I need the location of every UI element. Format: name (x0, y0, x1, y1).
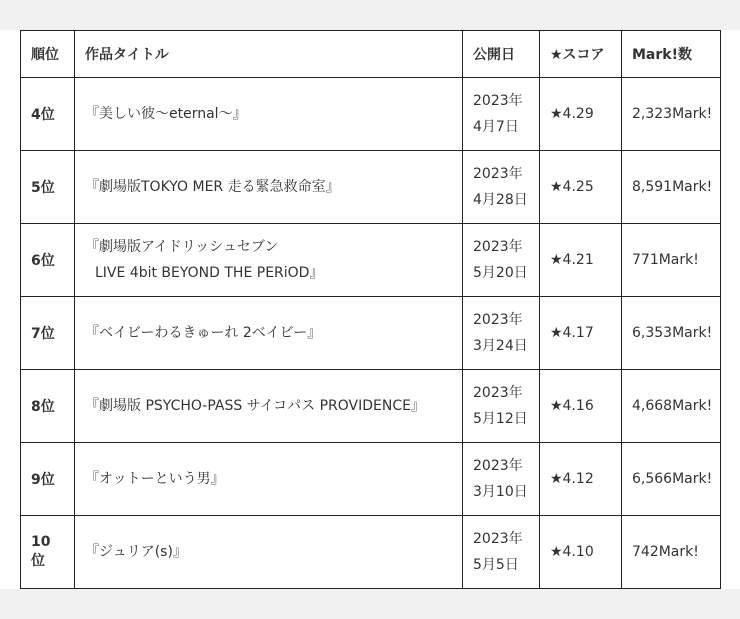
date-cell (463, 224, 540, 297)
date-cell (463, 516, 540, 589)
mark-count-cell: 771Mark! (622, 224, 721, 297)
title-cell (75, 78, 463, 151)
header-score: ★スコア (540, 31, 622, 78)
score-cell: ★4.10 (540, 516, 622, 589)
title-text: 『オットーという男』 (85, 471, 225, 487)
mark-count-cell: 8,591Mark! (622, 151, 721, 224)
rank-cell: 6位 (21, 224, 75, 297)
title-cell (75, 151, 463, 224)
title-cell (75, 516, 463, 589)
title-text: 『美しい彼〜eternal〜』 (85, 106, 247, 122)
score-cell: ★4.17 (540, 297, 622, 370)
table-header-row (21, 31, 721, 78)
date-day: 5月5日 (473, 557, 519, 573)
title-text: 『ベイビーわるきゅーれ 2ベイビー』 (85, 325, 322, 341)
date-year: 2023年 (473, 385, 523, 401)
title-cell (75, 297, 463, 370)
title-text: 『劇場版アイドリッシュセブン (85, 239, 279, 255)
title-text: 『ジュリア(s)』 (85, 544, 187, 560)
table-row (21, 443, 721, 516)
date-year: 2023年 (473, 166, 523, 182)
rank-cell: 7位 (21, 297, 75, 370)
date-day: 5月12日 (473, 411, 528, 427)
header-release-date: 公開日 (463, 31, 540, 78)
date-year: 2023年 (473, 531, 523, 547)
date-cell (463, 151, 540, 224)
score-cell: ★4.16 (540, 370, 622, 443)
header-mark-count: Mark!数 (622, 31, 721, 78)
date-year: 2023年 (473, 312, 523, 328)
date-cell (463, 370, 540, 443)
table-row (21, 370, 721, 443)
date-year: 2023年 (473, 458, 523, 474)
title-text: 『劇場版 PSYCHO-PASS サイコパス PROVIDENCE』 (85, 398, 425, 414)
rank-cell: 10位 (21, 516, 75, 589)
table-row (21, 297, 721, 370)
date-day: 5月20日 (473, 265, 528, 281)
mark-count-cell: 6,353Mark! (622, 297, 721, 370)
rank-cell: 8位 (21, 370, 75, 443)
header-rank: 順位 (21, 31, 75, 78)
title-text-line-2: LIVE 4bit BEYOND THE PERiOD』 (95, 265, 324, 281)
rank-cell: 4位 (21, 78, 75, 151)
date-cell (463, 443, 540, 516)
title-text: 『劇場版TOKYO MER 走る緊急救命室』 (85, 179, 340, 195)
table-row (21, 224, 721, 297)
date-cell (463, 78, 540, 151)
date-cell (463, 297, 540, 370)
mark-count-cell: 742Mark! (622, 516, 721, 589)
date-day: 4月7日 (473, 119, 519, 135)
score-cell: ★4.12 (540, 443, 622, 516)
title-cell (75, 443, 463, 516)
top-strip (0, 0, 740, 30)
score-cell: ★4.29 (540, 78, 622, 151)
date-day: 4月28日 (473, 192, 528, 208)
date-day: 3月10日 (473, 484, 528, 500)
table-row (21, 151, 721, 224)
mark-count-cell: 4,668Mark! (622, 370, 721, 443)
table-row (21, 516, 721, 589)
date-year: 2023年 (473, 239, 523, 255)
date-year: 2023年 (473, 93, 523, 109)
ranking-table (20, 30, 721, 589)
score-cell: ★4.25 (540, 151, 622, 224)
mark-count-cell: 2,323Mark! (622, 78, 721, 151)
header-title: 作品タイトル (75, 31, 463, 78)
rank-cell: 5位 (21, 151, 75, 224)
score-cell: ★4.21 (540, 224, 622, 297)
date-day: 3月24日 (473, 338, 528, 354)
rank-cell: 9位 (21, 443, 75, 516)
title-cell (75, 224, 463, 297)
table-row (21, 78, 721, 151)
mark-count-cell: 6,566Mark! (622, 443, 721, 516)
title-cell (75, 370, 463, 443)
